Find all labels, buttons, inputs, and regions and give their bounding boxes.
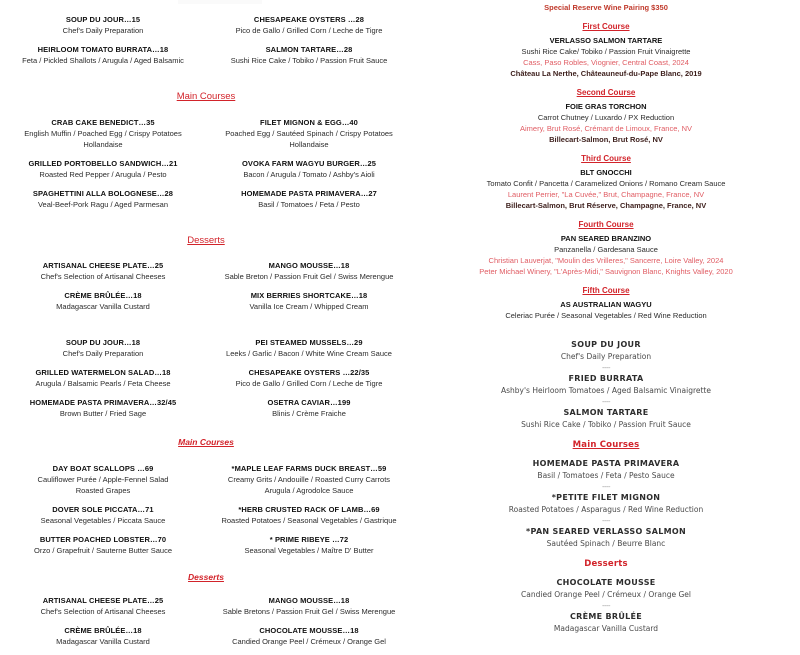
page-header-strip — [178, 0, 262, 4]
menu-item-name: DOVER SOLE PICCATA…71 — [52, 505, 154, 514]
course-dish-name: VERLASSO SALMON TARTARE — [549, 36, 663, 45]
menu-item — [4, 534, 202, 556]
tasting-item — [412, 526, 800, 550]
tasting-separator: ---- — [601, 483, 611, 491]
menu-item-desc: Blinis / Crème Fraiche — [272, 409, 346, 418]
tasting-item — [412, 339, 800, 363]
menu-item-desc: Orzo / Grapefruit / Sauterne Butter Sauce — [34, 546, 172, 555]
menu-item — [210, 158, 408, 180]
menu-item — [210, 117, 408, 150]
section-starters — [0, 14, 412, 74]
menu-item — [4, 158, 202, 180]
menu-item — [210, 290, 408, 312]
menu-item — [4, 595, 202, 617]
menu-item-name: CHESAPEAKE OYSTERS …28 — [253, 15, 365, 24]
tasting-item — [412, 611, 800, 635]
menu-item-desc: Roasted Red Pepper / Arugula / Pesto — [39, 170, 167, 179]
section-heading-desserts: Desserts — [187, 235, 225, 246]
menu-item-name: ARTISANAL CHEESE PLATE…25 — [42, 261, 164, 270]
menu-item-name: CRÈME BRÛLÉE…18 — [64, 291, 142, 300]
course-heading: Third Course — [581, 154, 631, 163]
menu-item — [4, 337, 202, 359]
menu-item — [4, 44, 202, 66]
menu-page-right — [412, 0, 800, 633]
menu-item-desc: Sable Bretons / Passion Fruit Gel / Swiss Merengue — [222, 607, 396, 616]
menu-item-desc: Hollandaise — [289, 140, 329, 149]
tasting-item-desc: Candied Orange Peel / Crémeux / Orange Gel — [521, 590, 691, 599]
menu-item-name: MANGO MOUSSE…18 — [268, 261, 350, 270]
menu-item-desc: Candied Orange Peel / Crémeux / Orange Gel — [232, 637, 386, 646]
menu-item-name: DAY BOAT SCALLOPS …69 — [52, 464, 154, 473]
menu-item — [210, 14, 408, 36]
menu-item-name: SOUP DU JOUR…15 — [65, 15, 141, 24]
menu-item-desc: Creamy Grits / Andouille / Roasted Curry Carrots — [227, 475, 391, 484]
tasting-menu — [412, 321, 800, 635]
wine-pairing-primary: Cass, Paso Robles, Viognier, Central Coast, 2024 — [523, 58, 689, 67]
section-dinner-starters — [0, 337, 412, 427]
menu-item-desc: Poached Egg / Sautéed Spinach / Crispy Potatoes — [225, 129, 393, 138]
menu-item-desc: Leeks / Garlic / Bacon / White Wine Cream Sauce — [226, 349, 392, 358]
course-dish-desc: Sushi Rice Cake/ Tobiko / Passion Fruit Vinaigrette — [521, 47, 691, 56]
menu-item-name: ARTISANAL CHEESE PLATE…25 — [42, 596, 164, 605]
menu-item-desc: Roasted Grapes — [75, 486, 131, 495]
course-heading: Second Course — [576, 88, 636, 97]
menu-item-name: CHESAPEAKE OYSTERS …22/35 — [248, 368, 370, 377]
tasting-separator: ---- — [601, 364, 611, 372]
tasting-item-desc: Chef's Daily Preparation — [560, 352, 652, 361]
menu-item-name: * PRIME RIBEYE …72 — [269, 535, 349, 544]
tasting-heading-main-courses: Main Courses — [572, 440, 640, 450]
tasting-item-desc: Madagascar Vanilla Custard — [553, 624, 659, 633]
wine-pairing-primary: Christian Lauverjat, "Moulin des Vrilleres," Sancerre, Loire Valley, 2024 — [488, 256, 724, 265]
mains-column-left — [0, 117, 206, 218]
course-heading: Fourth Course — [578, 220, 634, 229]
wine-pairing-reserve: Peter Michael Winery, "L'Après-Midi," Sauvignon Blanc, Knights Valley, 2020 — [479, 267, 733, 276]
menu-item-name: OSETRA CAVIAR…199 — [267, 398, 351, 407]
menu-item-desc: Pico de Gallo / Grilled Corn / Leche de Tigre — [235, 26, 383, 35]
dinner-starters-column-right — [206, 337, 412, 427]
menu-item-desc: English Muffin / Poached Egg / Crispy Potatoes — [24, 129, 182, 138]
dinner-desserts-column-left — [0, 595, 206, 655]
pairing-course — [412, 154, 800, 211]
menu-item-desc: Chef's Daily Preparation — [62, 349, 144, 358]
tasting-item-desc: Sushi Rice Cake / Tobiko / Passion Fruit Sauce — [521, 420, 691, 429]
menu-item — [210, 463, 408, 496]
menu-item-name: HEIRLOOM TOMATO BURRATA…18 — [37, 45, 169, 54]
menu-item-desc: Madagascar Vanilla Custard — [56, 302, 150, 311]
tasting-item-desc: Roasted Potatoes / Asparagus / Red Wine Reduction — [508, 505, 704, 514]
wine-pairing-primary: Laurent Perrier, "La Cuvée," Brut, Champagne, France, NV — [507, 190, 705, 199]
menu-item-name: *HERB CRUSTED RACK OF LAMB…69 — [238, 505, 380, 514]
tasting-heading-desserts: Desserts — [584, 559, 628, 569]
menu-item-name: BUTTER POACHED LOBSTER…70 — [39, 535, 167, 544]
course-dish-desc: Celeriac Purée / Seasonal Vegetables / Red Wine Reduction — [505, 311, 707, 320]
menu-item — [210, 337, 408, 359]
desserts-column-right — [206, 260, 412, 320]
course-dish-name: BLT GNOCCHI — [580, 168, 632, 177]
tasting-item-name: SOUP DU JOUR — [571, 340, 641, 349]
menu-item — [4, 397, 202, 419]
section-desserts — [0, 260, 412, 320]
menu-item-desc: Sable Breton / Passion Fruit Gel / Swiss Merengue — [224, 272, 394, 281]
menu-item-desc: Veal-Beef-Pork Ragu / Aged Parmesan — [37, 200, 169, 209]
tasting-item-name: *PAN SEARED VERLASSO SALMON — [526, 527, 686, 536]
menu-item — [210, 595, 408, 617]
menu-item-name: *MAPLE LEAF FARMS DUCK BREAST…59 — [231, 464, 387, 473]
tasting-separator: ---- — [601, 602, 611, 610]
tasting-item — [412, 458, 800, 482]
section-heading-desserts-2: Desserts — [188, 572, 224, 582]
menu-item-desc: Chef's Selection of Artisanal Cheeses — [40, 607, 166, 616]
course-dish-name: PAN SEARED BRANZINO — [560, 234, 652, 243]
menu-item — [210, 397, 408, 419]
tasting-separator: ---- — [601, 398, 611, 406]
course-heading: Fifth Course — [582, 286, 630, 295]
starters-column-right — [206, 14, 412, 74]
course-dish-name: AS AUSTRALIAN WAGYU — [560, 300, 652, 309]
menu-item — [4, 504, 202, 526]
tasting-item-name: CRÈME BRÛLÉE — [569, 612, 643, 621]
menu-item-desc: Arugula / Balsamic Pearls / Feta Cheese — [35, 379, 171, 388]
wine-pairing-title: Special Reserve Wine Pairing $350 — [544, 3, 668, 12]
dinner-starters-column-left — [0, 337, 206, 427]
menu-item-desc: Hollandaise — [83, 140, 123, 149]
tasting-item-desc: Ashby's Heirloom Tomatoes / Aged Balsamic Vinaigrette — [500, 386, 711, 395]
mains-column-right — [206, 117, 412, 218]
menu-item — [210, 44, 408, 66]
tasting-item-name: FRIED BURRATA — [568, 374, 644, 383]
menu-item — [210, 367, 408, 389]
menu-item — [4, 367, 202, 389]
course-dish-name: FOIE GRAS TORCHON — [565, 102, 647, 111]
menu-item-desc: Madagascar Vanilla Custard — [56, 637, 150, 646]
section-heading-main-courses-2: Main Courses — [178, 437, 234, 447]
menu-item — [4, 188, 202, 210]
menu-item — [4, 117, 202, 150]
course-dish-desc: Carrot Chutney / Luxardo / PX Reduction — [537, 113, 675, 122]
menu-item-name: PEI STEAMED MUSSELS…29 — [255, 338, 363, 347]
menu-item — [4, 463, 202, 496]
section-dinner-main-courses — [0, 463, 412, 564]
tasting-item — [412, 492, 800, 516]
section-heading-main-courses: Main Courses — [176, 91, 236, 102]
menu-item-desc: Brown Butter / Fried Sage — [59, 409, 147, 418]
tasting-separator: ---- — [601, 517, 611, 525]
dinner-desserts-column-right — [206, 595, 412, 655]
menu-item-desc: Arugula / Agrodolce Sauce — [264, 486, 354, 495]
tasting-item-name: *PETITE FILET MIGNON — [551, 493, 661, 502]
course-dish-desc: Tomato Confit / Pancetta / Caramelized Onions / Romano Cream Sauce — [486, 179, 726, 188]
wine-pairing-reserve: Billecart-Salmon, Brut Rosé, NV — [549, 135, 663, 144]
menu-item-desc: Sushi Rice Cake / Tobiko / Passion Fruit Sauce — [230, 56, 388, 65]
menu-item-desc: Chef's Daily Preparation — [62, 26, 144, 35]
menu-item-name: SOUP DU JOUR…18 — [65, 338, 141, 347]
course-heading: First Course — [582, 22, 630, 31]
menu-item-desc: Chef's Selection of Artisanal Cheeses — [40, 272, 166, 281]
tasting-item — [412, 577, 800, 601]
tasting-item — [412, 407, 800, 431]
menu-item — [4, 14, 202, 36]
wine-pairing-reserve: Château La Nerthe, Châteauneuf-du-Pape Blanc, 2019 — [510, 69, 702, 78]
menu-item-desc: Seasonal Vegetables / Piccata Sauce — [40, 516, 166, 525]
pairing-course — [412, 220, 800, 277]
menu-item-name: CRÈME BRÛLÉE…18 — [64, 626, 142, 635]
dinner-mains-column-right — [206, 463, 412, 564]
menu-item-desc: Vanilla Ice Cream / Whipped Cream — [249, 302, 369, 311]
menu-item-name: SPAGHETTINI ALLA BOLOGNESE…28 — [32, 189, 174, 198]
menu-item-desc: Bacon / Arugula / Tomato / Ashby's Aioli — [243, 170, 375, 179]
menu-item — [210, 504, 408, 526]
starters-column-left — [0, 14, 206, 74]
menu-item-desc: Seasonal Vegetables / Maître D' Butter — [244, 546, 374, 555]
wine-pairing-reserve: Billecart-Salmon, Brut Réserve, Champagne, France, NV — [505, 201, 707, 210]
menu-item-name: SALMON TARTARE…28 — [265, 45, 353, 54]
menu-item-name: CHOCOLATE MOUSSE…18 — [259, 626, 359, 635]
tasting-item-name: HOMEMADE PASTA PRIMAVERA — [532, 459, 680, 468]
menu-item-name: FILET MIGNON & EGG…40 — [260, 118, 358, 127]
pairing-course — [412, 286, 800, 321]
menu-item — [210, 188, 408, 210]
section-main-courses — [0, 117, 412, 218]
menu-item-desc: Pico de Gallo / Grilled Corn / Leche de Tigre — [235, 379, 383, 388]
menu-item-desc: Feta / Pickled Shallots / Arugula / Aged Balsamic — [22, 56, 184, 65]
menu-item-name: GRILLED PORTOBELLO SANDWICH…21 — [28, 159, 178, 168]
menu-item-name: MANGO MOUSSE…18 — [268, 596, 350, 605]
course-dish-desc: Panzanella / Gardesana Sauce — [554, 245, 658, 254]
tasting-item-desc: Basil / Tomatoes / Feta / Pesto Sauce — [537, 471, 675, 480]
dinner-mains-column-left — [0, 463, 206, 564]
section-dinner-desserts — [0, 595, 412, 655]
tasting-item-name: CHOCOLATE MOUSSE — [556, 578, 656, 587]
tasting-item — [412, 373, 800, 397]
menu-item-name: GRILLED WATERMELON SALAD…18 — [35, 368, 171, 377]
menu-item-desc: Roasted Potatoes / Seasonal Vegetables / Gastrique — [221, 516, 397, 525]
menu-item-name: OVOKA FARM WAGYU BURGER…25 — [242, 159, 376, 168]
menu-item-name: MIX BERRIES SHORTCAKE…18 — [250, 291, 368, 300]
menu-item — [4, 625, 202, 647]
menu-item — [210, 260, 408, 282]
desserts-column-left — [0, 260, 206, 320]
menu-item — [210, 625, 408, 647]
menu-item-desc: Cauliflower Purée / Apple-Fennel Salad — [37, 475, 169, 484]
wine-pairing-primary: Aimery, Brut Rosé, Crémant de Limoux, France, NV — [519, 124, 692, 133]
menu-item — [4, 260, 202, 282]
menu-item-name: HOMEMADE PASTA PRIMAVERA…27 — [241, 189, 377, 198]
menu-item — [210, 534, 408, 556]
pairing-course — [412, 22, 800, 79]
pairing-course — [412, 88, 800, 145]
menu-item — [4, 290, 202, 312]
menu-item-name: HOMEMADE PASTA PRIMAVERA…32/45 — [29, 398, 177, 407]
menu-item-desc: Basil / Tomatoes / Feta / Pesto — [258, 200, 360, 209]
tasting-item-name: SALMON TARTARE — [563, 408, 649, 417]
menu-item-name: CRAB CAKE BENEDICT…35 — [51, 118, 155, 127]
tasting-item-desc: Sautéed Spinach / Beurre Blanc — [546, 539, 666, 548]
